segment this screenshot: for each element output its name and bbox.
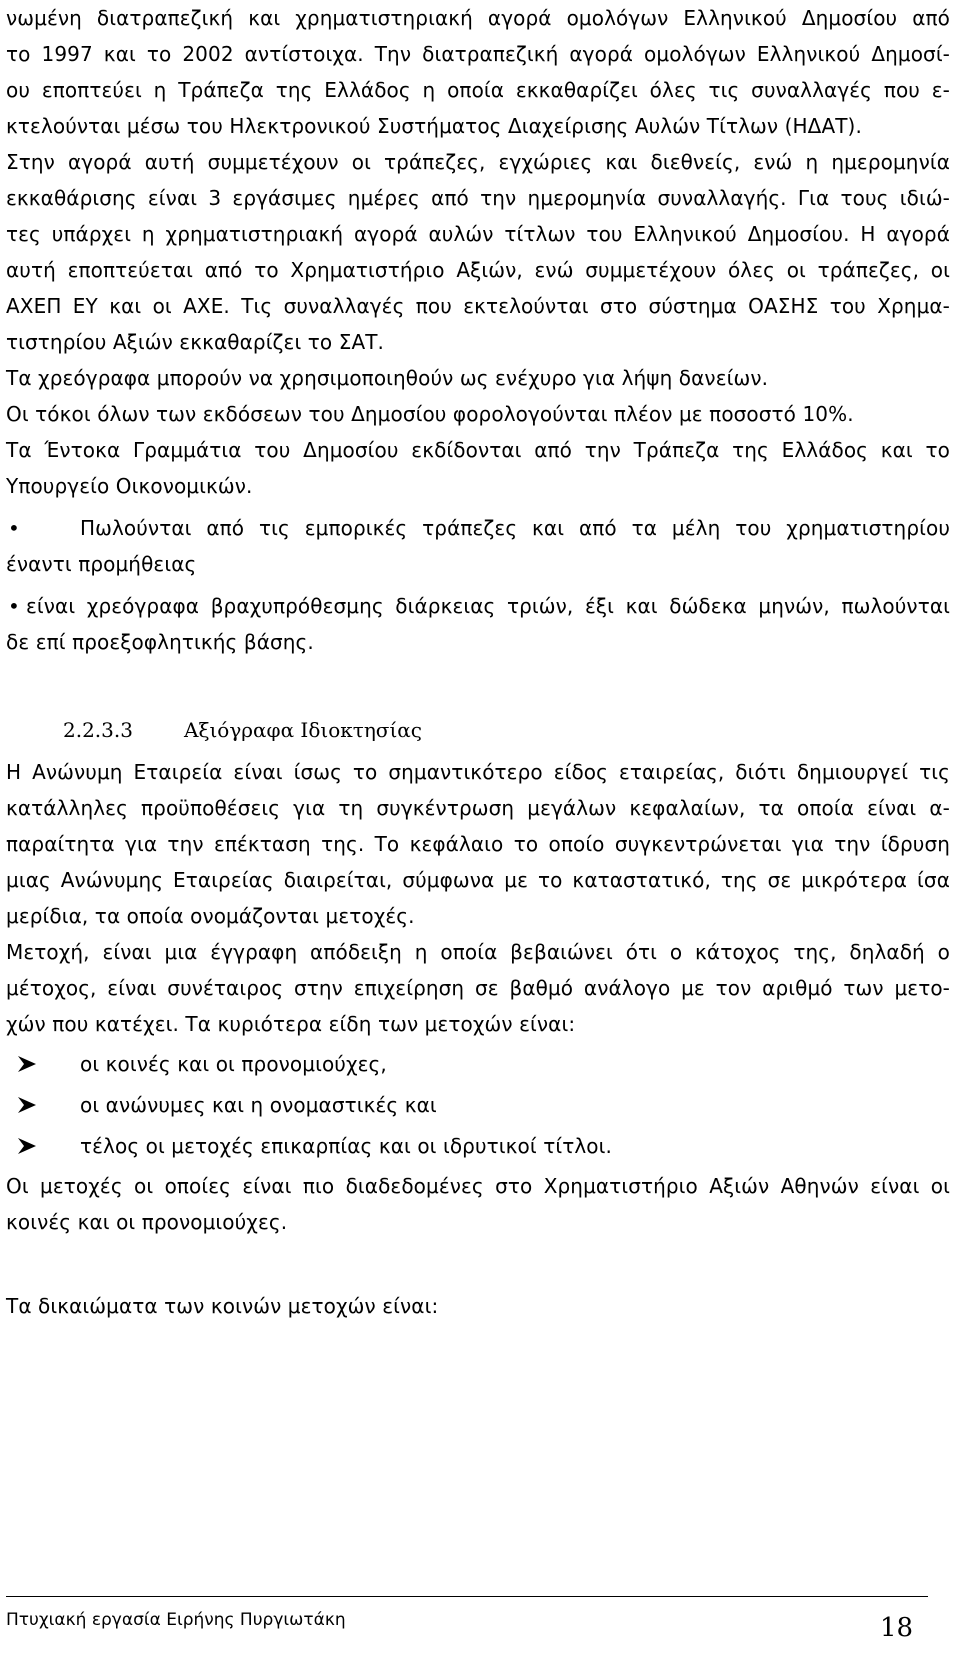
paragraph-line: Οι μετοχές οι οποίες είναι πιο διαδεδομένες στο Χρηματιστήριο Αξιών Αθηνών είναι οι	[6, 1174, 950, 1198]
paragraph-line: μιας Ανώνυμης Εταιρείας διαιρείται, σύμφωνα με το καταστατικό, της σε μικρότερα ίσα	[6, 868, 950, 892]
paragraph-line: ου εποπτεύει η Τράπεζα της Ελλάδος η οποία εκκαθαρίζει όλες τις συναλλαγές που ε-	[6, 78, 950, 102]
paragraph-line: Τα Έντοκα Γραμμάτια του Δημοσίου εκδίδονται από την Τράπεζα της Ελλάδος και το	[6, 438, 950, 462]
paragraph-line: κατάλληλες προϋποθέσεις για τη συγκέντρωση μεγάλων κεφαλαίων, τα οποία είναι α-	[6, 796, 950, 820]
paragraph-line: μέτοχος, είναι συνέταιρος στην επιχείρηση σε βαθμό ανάλογο με τον αριθμό των μετο-	[6, 976, 950, 1000]
paragraph-line: Οι τόκοι όλων των εκδόσεων του Δημοσίου φορολογούνται πλέον με ποσοστό 10%.	[6, 402, 854, 426]
bullet-item-line: έναντι προμήθειας	[6, 552, 197, 576]
page-number: 18	[880, 1613, 914, 1643]
bullet-item-line: είναι χρεόγραφα βραχυπρόθεσμης διάρκειας τριών, έξι και δώδεκα μηνών, πωλούνται	[26, 594, 950, 618]
paragraph-line: μερίδια, τα οποία ονομάζονται μετοχές.	[6, 904, 415, 928]
arrow-bullet-icon	[14, 1091, 44, 1119]
section-number: 2.2.3.3	[63, 718, 133, 742]
bullet-icon: •	[8, 594, 20, 618]
paragraph-line: τες υπάρχει η χρηματιστηριακή αγορά αυλών τίτλων του Ελληνικού Δημοσίου. Η αγορά	[6, 222, 950, 246]
paragraph-line: το 1997 και το 2002 αντίστοιχα. Την διατραπεζική αγορά ομολόγων Ελληνικού Δημοσί-	[6, 42, 950, 66]
paragraph-line: παραίτητα για την επέκταση της. Το κεφάλαιο το οποίο συγκεντρώνεται για την ίδρυση	[6, 832, 950, 856]
paragraph-line: Μετοχή, είναι μια έγγραφη απόδειξη η οποία βεβαιώνει ότι ο κάτοχος της, δηλαδή ο	[6, 940, 950, 964]
arrow-list-item: τέλος οι μετοχές επικαρπίας και οι ιδρυτικοί τίτλοι.	[80, 1134, 612, 1158]
paragraph-line: Στην αγορά αυτή συμμετέχουν οι τράπεζες, εγχώριες και διεθνείς, ενώ η ημερομηνία	[6, 150, 950, 174]
paragraph-line: εκκαθάρισης είναι 3 εργάσιμες ημέρες από την ημερομηνία συναλλαγής. Για τους ιδιώ-	[6, 186, 950, 210]
paragraph-line: αυτή εποπτεύεται από το Χρηματιστήριο Αξιών, ενώ συμμετέχουν όλες οι τράπεζες, οι	[6, 258, 950, 282]
arrow-list-item: οι ανώνυμες και η ονομαστικές και	[80, 1093, 437, 1117]
bullet-icon: •	[8, 516, 20, 540]
paragraph-line: ΑΧΕΠ ΕΥ και οι ΑΧΕ. Τις συναλλαγές που εκτελούνται στο σύστημα ΟΑΣΗΣ του Χρημα-	[6, 294, 950, 318]
bullet-item-line: Πωλούνται από τις εμπορικές τράπεζες και από τα μέλη του χρηματιστηρίου	[80, 516, 950, 540]
paragraph-line: κοινές και οι προνομιούχες.	[6, 1210, 288, 1234]
arrow-bullet-icon	[14, 1050, 44, 1078]
paragraph-line: νωμένη διατραπεζική και χρηματιστηριακή αγορά ομολόγων Ελληνικού Δημοσίου από	[6, 6, 950, 30]
bullet-item-line: δε επί προεξοφλητικής βάσης.	[6, 630, 314, 654]
paragraph-line: Τα χρεόγραφα μπορούν να χρησιμοποιηθούν ως ενέχυρο για λήψη δανείων.	[6, 366, 769, 390]
arrow-bullet-icon	[14, 1132, 44, 1160]
footer-divider	[6, 1596, 928, 1597]
paragraph-line: χών που κατέχει. Τα κυριότερα είδη των μετοχών είναι:	[6, 1012, 576, 1036]
paragraph-line: Η Ανώνυμη Εταιρεία είναι ίσως το σημαντικότερο είδος εταιρείας, διότι δημιουργεί τις	[6, 760, 950, 784]
arrow-list-item: οι κοινές και οι προνομιούχες,	[80, 1052, 387, 1076]
paragraph-line: τιστηρίου Αξιών εκκαθαρίζει το ΣΑΤ.	[6, 330, 385, 354]
paragraph-line: Υπουργείο Οικονομικών.	[6, 474, 253, 498]
paragraph-line: κτελούνται μέσω του Ηλεκτρονικού Συστήματος Διαχείρισης Αυλών Τίτλων (ΗΔΑΤ).	[6, 114, 862, 138]
footer-author: Πτυχιακή εργασία Ειρήνης Πυργιωτάκη	[6, 1610, 346, 1630]
section-title: Αξιόγραφα Ιδιοκτησίας	[184, 718, 422, 742]
paragraph-line: Τα δικαιώματα των κοινών μετοχών είναι:	[6, 1294, 439, 1318]
